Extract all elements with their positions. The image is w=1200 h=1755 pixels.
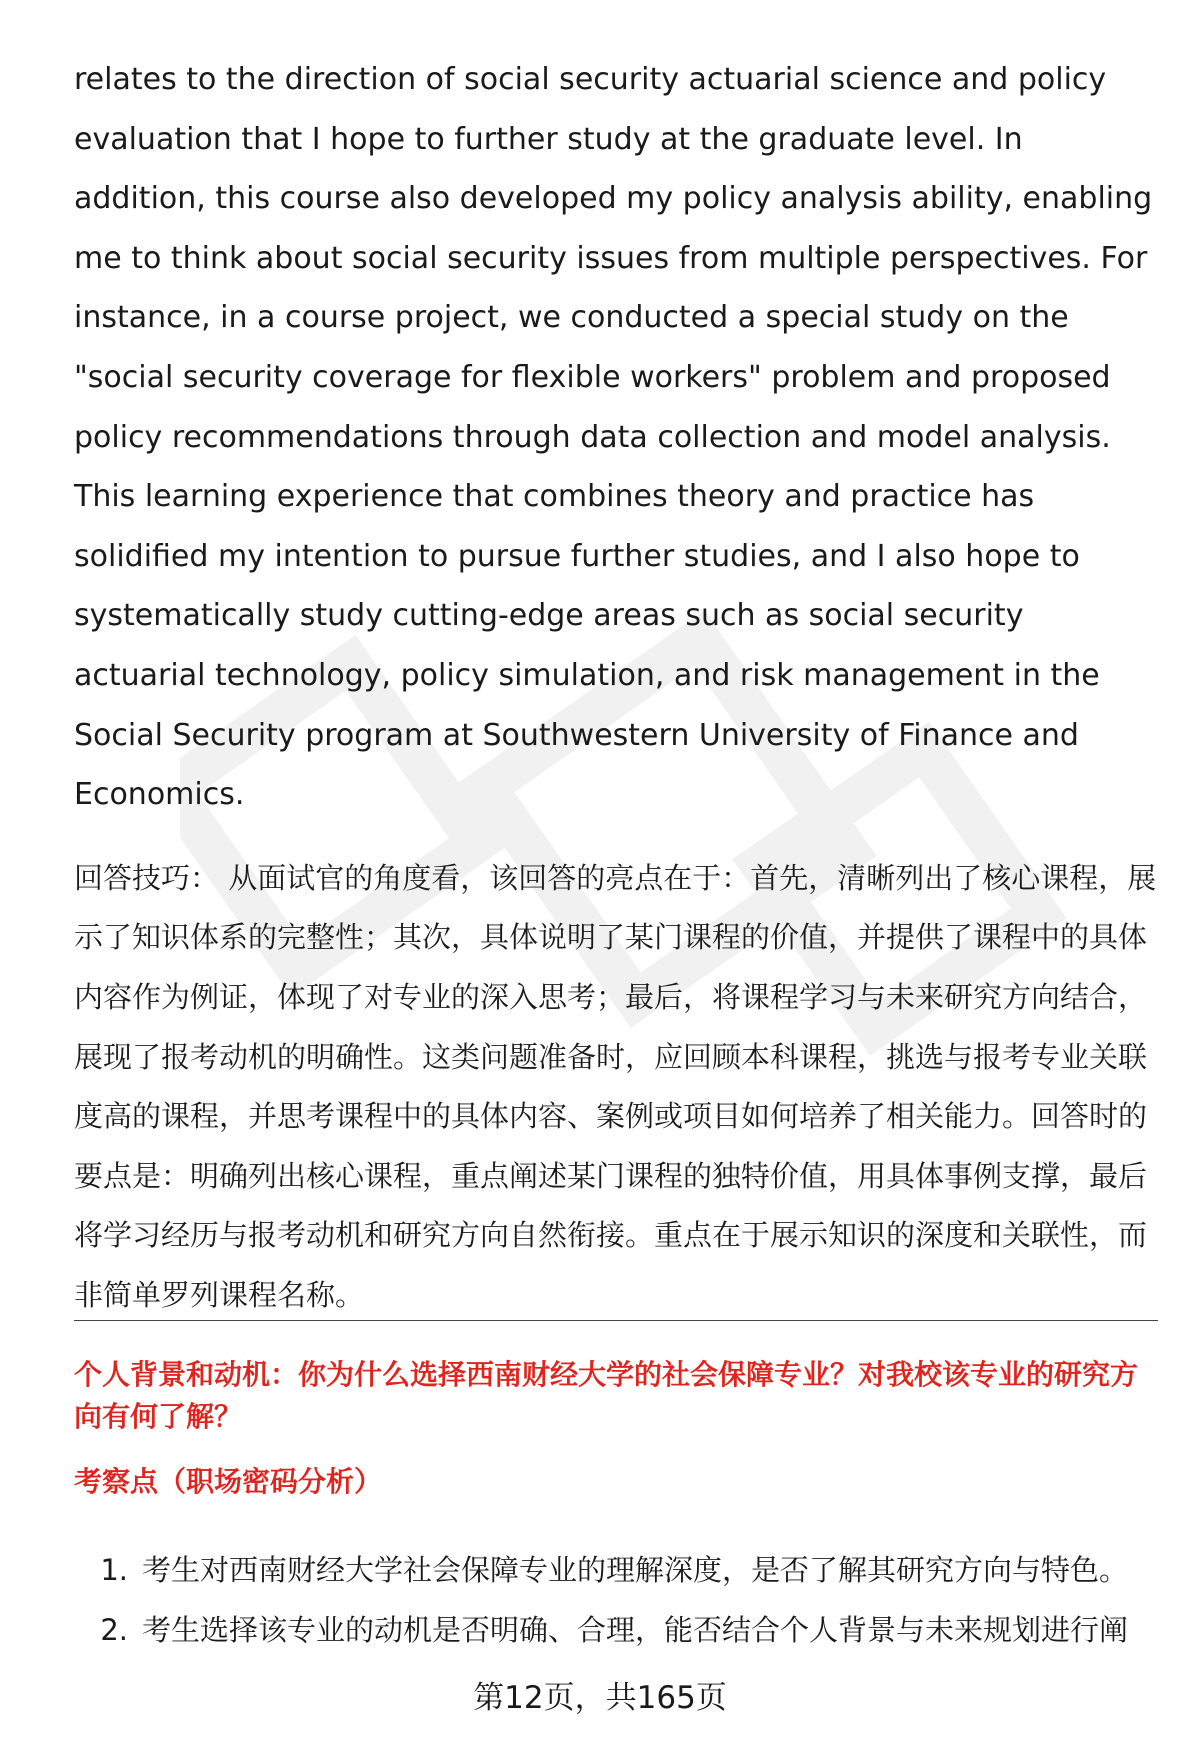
page-number-footer: 第12页，共165页 <box>473 1680 727 1716</box>
question-heading: 个人背景和动机：你为什么选择西南财经大学的社会保障专业？对我校该专业的研究方向有何了解？ <box>74 1358 1139 1433</box>
assessment-points-list <box>74 1540 1160 1660</box>
list-item-number: 2. <box>100 1613 128 1647</box>
list-item-text: 考生对西南财经大学社会保障专业的理解深度，是否了解其研究方向与特色。 <box>142 1553 1129 1587</box>
list-item-text: 考生选择该专业的动机是否明确、合理，能否结合个人背景与未来规划进行阐 <box>142 1613 1129 1647</box>
english-answer-paragraph: relates to the direction of social security actuarial science and policy evaluation that I hope to further study at the graduate level. In addition, this course also developed my policy analysis ability, enabling me to think about social security issues from multiple perspectives. For instance, in a course project, we conducted a special study on the "social security coverage for flexible workers" problem and proposed policy recommendations through data collection and model analysis. This learning experience that combines theory and practice has solidified my intention to pursue further studies, and I also hope to systematically study cutting-edge areas such as social security actuarial technology, policy simulation, and risk management in the Social Security program at Southwestern University of Finance and Economics. <box>74 62 1153 813</box>
section-divider <box>74 1320 1158 1321</box>
list-item <box>74 1600 1160 1660</box>
list-item <box>74 1540 1160 1600</box>
list-item-number: 1. <box>100 1553 128 1587</box>
document-body <box>74 50 1160 1325</box>
assessment-points-heading: 考察点（职场密码分析） <box>74 1465 383 1498</box>
answer-tips-paragraph: 回答技巧： 从面试官的角度看，该回答的亮点在于：首先，清晰列出了核心课程，展示了知识体系的完整性；其次，具体说明了某门课程的价值，并提供了课程中的具体内容作为例证，体现了对专业的深入思考；最后，将课程学习与未来研究方向结合，展现了报考动机的明确性。这类问题准备时，应回顾本科课程，挑选与报考专业关联度高的课程，并思考课程中的具体内容、案例或项目如何培养了相关能力。回答时的要点是：明确列出核心课程，重点阐述某门课程的独特价值，用具体事例支撑，最后将学习经历与报考动机和研究方向自然衔接。重点在于展示知识的深度和关联性，而非简单罗列课程名称。 <box>74 860 1157 1312</box>
